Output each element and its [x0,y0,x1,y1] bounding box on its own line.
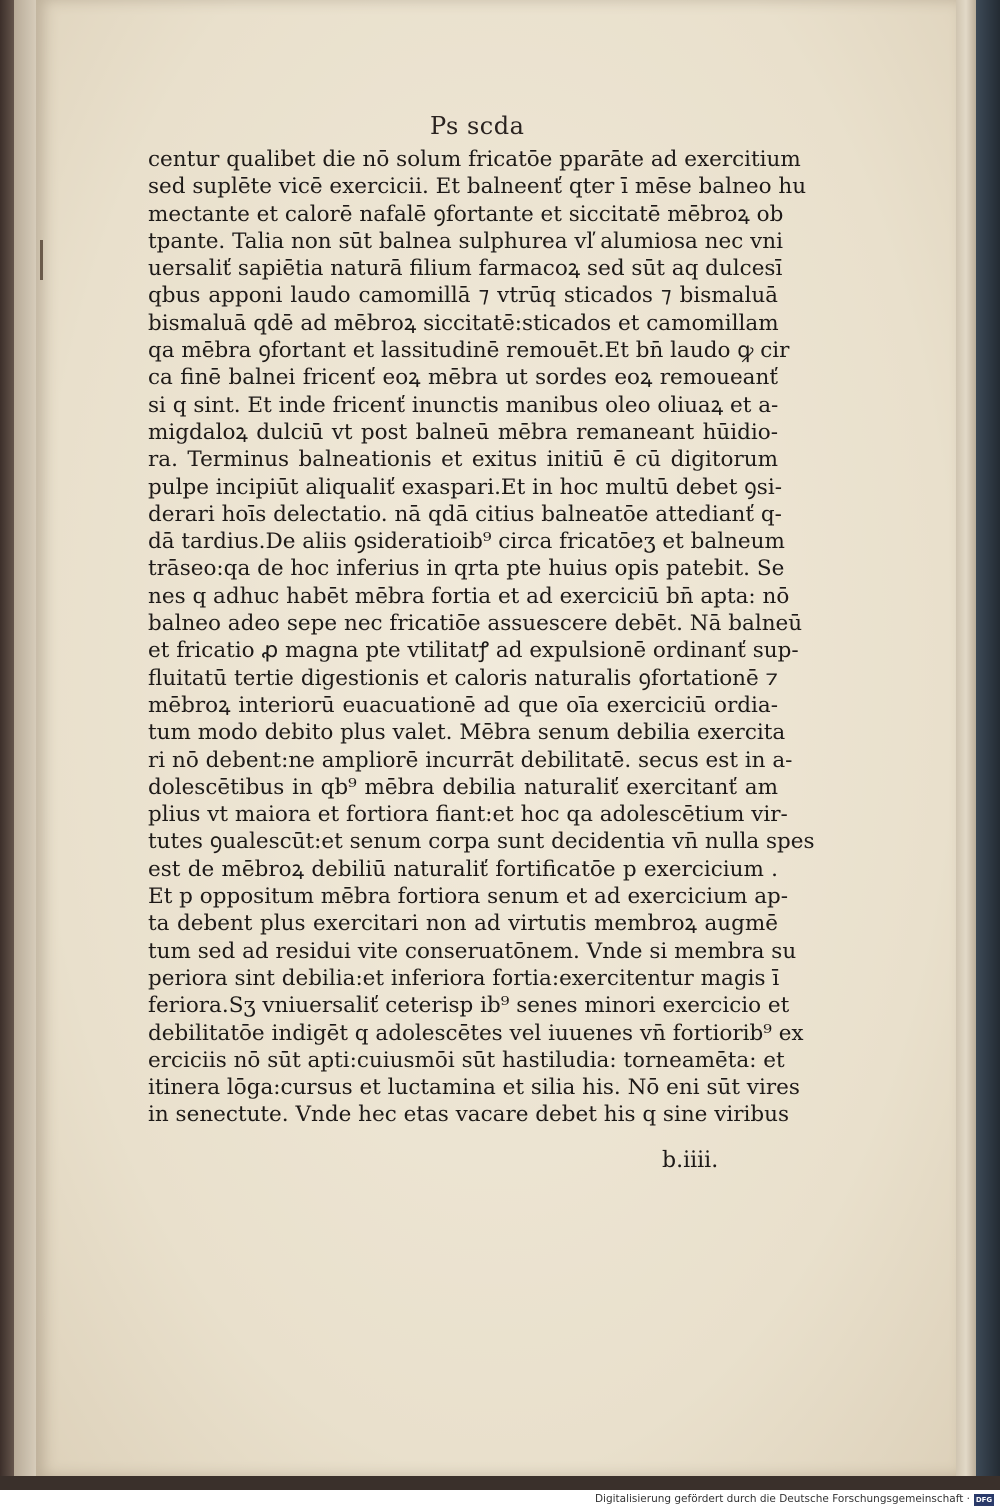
text-line: sed suplēte vicē exercicii. Et balneenť qter ī mēse balneo hu [148,174,807,200]
text-line: periora sint debilia:et inferiora fortia:exercitentur magis ī [148,965,780,991]
text-line: tum modo debito plus valet. Mēbra senum debilia exercita [148,720,786,746]
body-text [148,146,815,1129]
scanner-background [976,0,1000,1512]
text-line: feriora.Sʒ vniuersaliť ceterisp ib⁹ senes minori exercicio et [148,993,790,1019]
text-line: si q sint. Et inde fricenť inunctis manibus oleo oliuaꝝ et a- [148,392,779,418]
text-line: fluitatū tertie digestionis et caloris naturalis ꝯfortationē ⁊ [148,665,778,691]
text-line: centur qualibet die nō solum fricatōe pparāte ad exercitium [148,147,801,172]
text-line: plius vt maiora et fortiora fiant:et hoc qa adolescētium vir- [148,802,788,828]
running-head: Ps scda [430,112,525,140]
text-line: et fricatio ꝓ magna pte vtilitatꝭ ad expulsionē ordinanť sup- [148,638,799,664]
dfg-logo: DFG [975,1496,993,1504]
text-line: pulpe incipiūt aliqualiť exaspari.Et in hoc multū debet ꝯsi- [148,474,782,500]
text-line: derari hoīs delectatio. nā qdā citius balneatōe attedianť q- [148,501,782,527]
text-line: ra. Terminus balneationis et exitus initiū ē cū digitorum [148,447,778,473]
text-line: ri nō debent:ne ampliorē incurrāt debilitatē. secus est in a- [148,747,793,773]
text-line: tutes ꝯualescūt:et senum corpa sunt decidentia vn̄ nulla spes [148,829,815,855]
text-line: debilitatōe indigēt q adolescētes vel iuuenes vn̄ fortiorib⁹ ex [148,1020,804,1046]
text-line: Et p oppositum mēbra fortiora senum et ad exercicium ap- [148,884,789,910]
text-line: erciciis nō sūt apti:cuiusmōi sūt hastiludia: torneamēta: et [148,1047,785,1073]
text-line: ca finē balnei fricenť eoꝝ mēbra ut sordes eoꝝ remoueanť [148,365,778,391]
text-line: dolescētibus in qb⁹ mēbra debilia naturaliť exercitanť am [148,774,778,800]
text-line: est de mēbroꝝ debiliū naturaliť fortificatōe p exercicium . [148,856,778,882]
text-line: ta debent plus exercitari non ad virtutis membroꝝ augmē [148,911,778,937]
facing-page-edge [14,0,38,1478]
text-line: nes q adhuc habēt mēbra fortia et ad exerciciū bn̄ apta: nō [148,583,790,609]
binding-mark [40,240,43,280]
text-line: balneo adeo sepe nec fricatiōe assuescere debēt. Nā balneū [148,611,803,637]
text-line: tum sed ad residui vite conseruatōnem. Vnde si membra su [148,938,797,964]
text-line: uersaliť sapiētia naturā filium farmacoꝝ sed sūt aq dulcesī [148,256,783,282]
text-line: trāseo:qa de hoc inferius in qrta pte huius opis patebit. Se [148,556,785,582]
funding-credit: Digitalisierung gefördert durch die Deutsche Forschungsgemeinschaft · [594,1493,970,1505]
text-line: migdaloꝝ dulciū vt post balneū mēbra remaneant hūidio- [148,419,778,445]
text-line: tpante. Talia non sūt balnea sulphurea vľ alumiosa nec vni [148,228,783,254]
text-line: qa mēbra ꝯfortant et lassitudinē remouēt.Et bn̄ laudo ꝙ cir [148,338,790,364]
text-line: mēbroꝝ interiorū euacuationē ad que oīa exerciciū ordia- [148,692,778,718]
text-line: itinera lōga:cursus et luctamina et silia his. Nō eni sūt vires [148,1075,800,1101]
signature-mark: b.iiii. [662,1148,719,1173]
text-line: bismaluā qdē ad mēbroꝝ siccitatē:sticados et camomillam [148,310,779,336]
text-line: in senectute. Vnde hec etas vacare debet his q sine viribus [148,1102,790,1128]
text-line: dā tardius.De aliis ꝯsideratioib⁹ circa fricatōeʒ et balneum [148,529,785,555]
page-fore-edge [956,0,976,1476]
text-line: qbus apponi laudo camomillā ⁊ vtrūq sticados ⁊ bismaluā [148,283,778,309]
text-line: mectante et calorē nafalē ꝯfortante et siccitatē mēbroꝝ ob [148,201,784,227]
